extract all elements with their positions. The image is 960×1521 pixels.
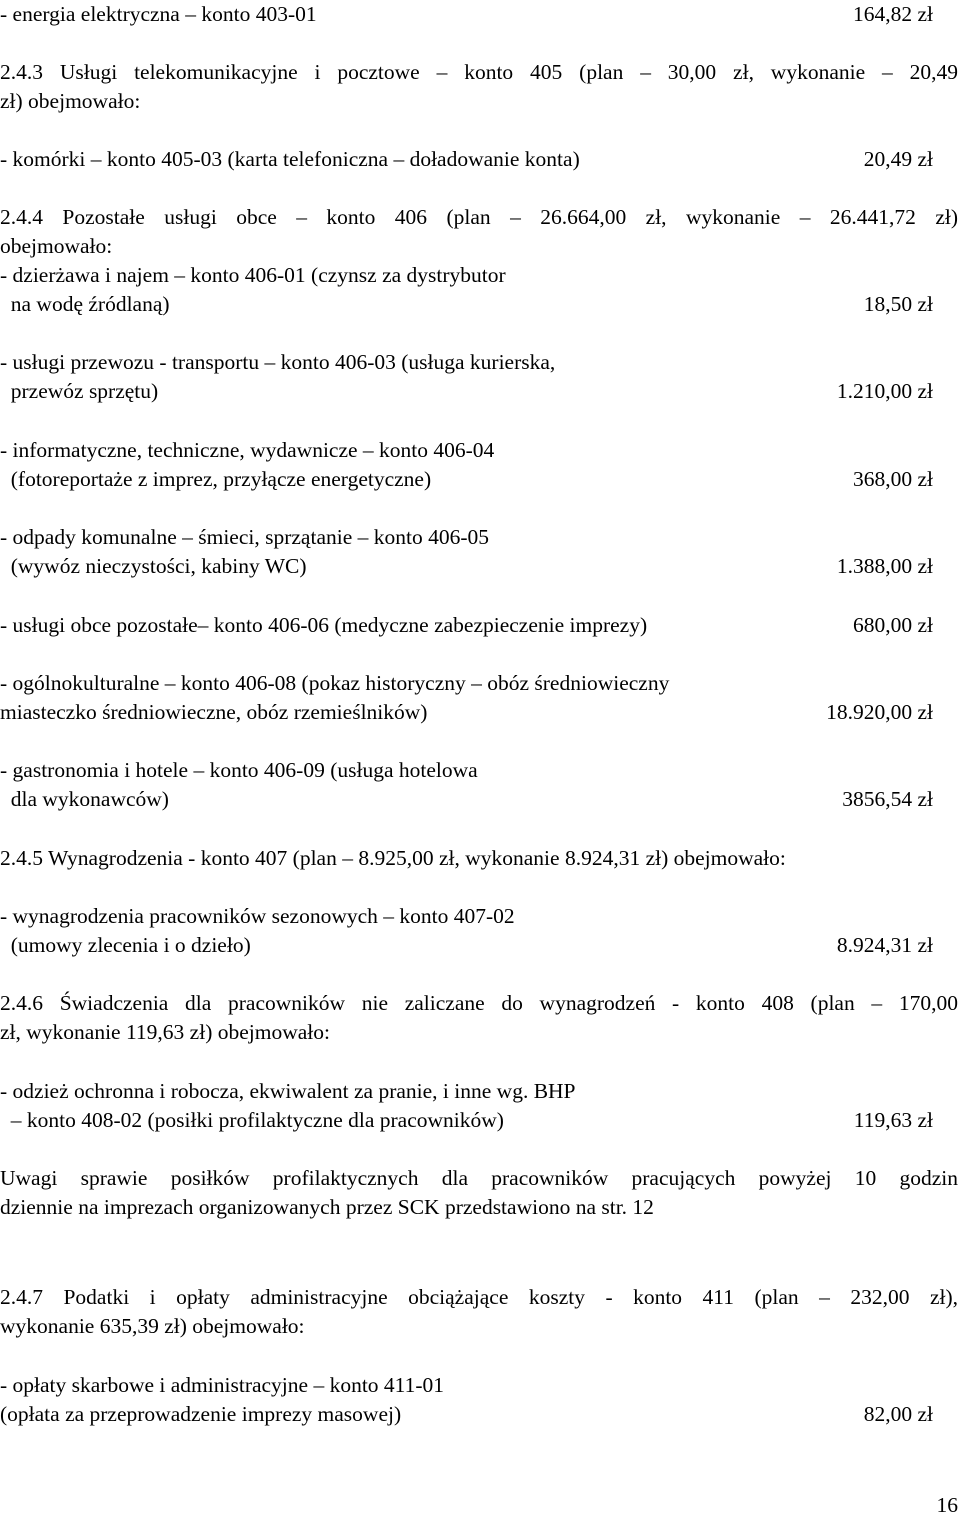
item-odziez-label-cont: – konto 408-02 (posiłki profilaktyczne dla pracowników)	[0, 1108, 504, 1132]
note-paragraph: Uwagi sprawie posiłków profilaktycznych dla pracowników pracujących powyżej 10 godzin	[0, 1166, 958, 1190]
item-komorki-label: - komórki – konto 405-03 (karta telefoniczna – doładowanie konta)	[0, 147, 580, 171]
note-paragraph-cont: dziennie na imprezach organizowanych przez SCK przedstawiono na str. 12	[0, 1195, 654, 1219]
item-odziez-label: - odzież ochronna i robocza, ekwiwalent za pranie, i inne wg. BHP	[0, 1079, 576, 1103]
page-number: 16	[936, 1493, 958, 1517]
item-wynagrodzenia-label: - wynagrodzenia pracowników sezonowych – konto 407-02	[0, 904, 515, 928]
item-energia-amount: 164,82 zł	[852, 2, 933, 26]
item-ogolnokulturalne-label-cont: miasteczko średniowieczne, obóz rzemieślników)	[0, 700, 428, 724]
item-oplaty-amount: 82,00 zł	[863, 1402, 933, 1426]
section-2-4-7-heading: 2.4.7 Podatki i opłaty administracyjne obciążające koszty - konto 411 (plan – 232,00 zł),	[0, 1285, 958, 1309]
item-ogolnokulturalne-amount: 18.920,00 zł	[826, 700, 933, 724]
section-2-4-3-heading-cont: zł) obejmowało:	[0, 89, 141, 113]
item-gastronomia-label: - gastronomia i hotele – konto 406-09 (usługa hotelowa	[0, 758, 478, 782]
item-oplaty-label: - opłaty skarbowe i administracyjne – konto 411-01	[0, 1373, 445, 1397]
item-przewoz-label: - usługi przewozu - transportu – konto 406-03 (usługa kurierska,	[0, 350, 556, 374]
section-2-4-6-heading: 2.4.6 Świadczenia dla pracowników nie zaliczane do wynagrodzeń - konto 408 (plan – 170,00	[0, 991, 958, 1015]
item-gastronomia-amount: 3856,54 zł	[842, 787, 933, 811]
item-przewoz-label-cont: przewóz sprzętu)	[0, 379, 159, 403]
section-2-4-5-heading: 2.4.5 Wynagrodzenia - konto 407 (plan – 8.925,00 zł, wykonanie 8.924,31 zł) obejmowało:	[0, 846, 786, 870]
item-energia-label: - energia elektryczna – konto 403-01	[0, 2, 317, 26]
item-gastronomia-label-cont: dla wykonawców)	[0, 787, 169, 811]
item-odziez-amount: 119,63 zł	[853, 1108, 933, 1132]
item-wynagrodzenia-amount: 8.924,31 zł	[836, 933, 933, 957]
item-ogolnokulturalne-label: - ogólnokulturalne – konto 406-08 (pokaz historyczny – obóz średniowieczny	[0, 671, 670, 695]
item-informatyczne-amount: 368,00 zł	[852, 467, 933, 491]
item-uslugi-obce-label: - usługi obce pozostałe– konto 406-06 (medyczne zabezpieczenie imprezy)	[0, 613, 648, 637]
section-2-4-4-heading-cont: obejmowało:	[0, 234, 113, 258]
item-informatyczne-label-cont: (fotoreportaże z imprez, przyłącze energetyczne)	[0, 467, 432, 491]
item-komorki-amount: 20,49 zł	[863, 147, 933, 171]
item-oplaty-label-cont: (opłata za przeprowadzenie imprezy masowej)	[0, 1402, 402, 1426]
item-przewoz-amount: 1.210,00 zł	[836, 379, 933, 403]
item-odpady-label-cont: (wywóz nieczystości, kabiny WC)	[0, 554, 307, 578]
section-2-4-4-heading: 2.4.4 Pozostałe usługi obce – konto 406 (plan – 26.664,00 zł, wykonanie – 26.441,72 zł)	[0, 205, 958, 229]
section-2-4-3-heading: 2.4.3 Usługi telekomunikacyjne i pocztowe – konto 405 (plan – 30,00 zł, wykonanie – 20,49	[0, 60, 958, 84]
item-wynagrodzenia-label-cont: (umowy zlecenia i o dzieło)	[0, 933, 251, 957]
section-2-4-7-heading-cont: wykonanie 635,39 zł) obejmowało:	[0, 1314, 305, 1338]
item-dzierzawa-amount: 18,50 zł	[863, 292, 933, 316]
item-odpady-amount: 1.388,00 zł	[836, 554, 933, 578]
item-odpady-label: - odpady komunalne – śmieci, sprzątanie – konto 406-05	[0, 525, 490, 549]
item-uslugi-obce-amount: 680,00 zł	[852, 613, 933, 637]
item-dzierzawa-label: - dzierżawa i najem – konto 406-01 (czynsz za dystrybutor	[0, 263, 506, 287]
item-informatyczne-label: - informatyczne, techniczne, wydawnicze – konto 406-04	[0, 438, 495, 462]
item-dzierzawa-label-cont: na wodę źródlaną)	[0, 292, 170, 316]
section-2-4-6-heading-cont: zł, wykonanie 119,63 zł) obejmowało:	[0, 1020, 330, 1044]
